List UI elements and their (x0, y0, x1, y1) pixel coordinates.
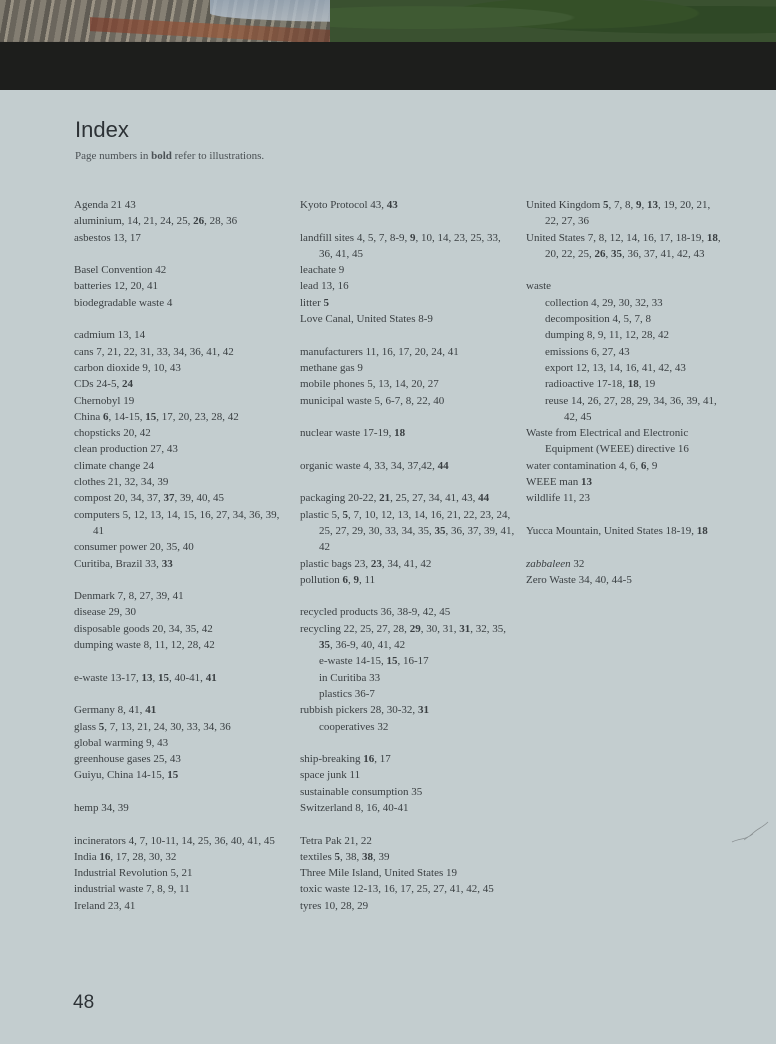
illustration-page-ref: 43 (386, 199, 398, 211)
illustration-page-ref: 29 (409, 622, 421, 635)
index-entry (300, 849, 515, 865)
index-text: Guiyu, China 14-15, (74, 769, 168, 782)
index-entry (300, 278, 515, 294)
index-entry (300, 881, 515, 897)
index-text: CDs 24-5, (74, 378, 122, 391)
illustration-page-ref: 18 (696, 524, 708, 537)
index-entry (300, 507, 515, 556)
index-text: disposable goods 20, 34, 35, 42 (74, 622, 213, 635)
index-entry (300, 393, 515, 409)
index-entry (526, 278, 726, 294)
index-text: decomposition 4, 5, 7, 8 (545, 313, 652, 326)
index-text: , 28, 36 (204, 215, 238, 228)
illustration-page-ref: 16 (99, 850, 111, 863)
illustration-page-ref: 24 (121, 378, 133, 391)
index-text: incinerators 4, 7, 10-11, 14, 25, 36, 40, 41, 45 (74, 834, 275, 847)
index-text: , 40-41, (169, 671, 206, 684)
index-entry (526, 523, 726, 539)
index-text: biodegradable waste 4 (74, 296, 173, 309)
index-text: , (641, 199, 647, 211)
index-entry (300, 376, 515, 392)
index-text: methane gas 9 (300, 361, 363, 374)
photo-trees (330, 0, 776, 44)
illustration-page-ref: 15 (145, 410, 157, 423)
illustration-page-ref: 16 (363, 753, 375, 766)
index-text: batteries 12, 20, 41 (74, 280, 159, 293)
index-text: , 17, 28, 30, 32 (110, 850, 177, 863)
index-entry (74, 458, 289, 474)
index-entry (74, 719, 289, 735)
index-entry (74, 751, 289, 767)
index-entry (300, 360, 515, 376)
index-text: , 36, 37, 39, 41, 42 (319, 524, 515, 554)
letter-group-gap (74, 686, 289, 702)
index-text: , 16-17 (397, 655, 429, 668)
index-entry (74, 490, 289, 506)
index-entry (74, 409, 289, 425)
index-column-1 (74, 197, 289, 914)
index-entry (300, 800, 515, 816)
illustration-page-ref: 5 (603, 199, 609, 211)
index-text: recycled products 36, 38-9, 42, 45 (300, 606, 451, 619)
index-text: organic waste 4, 33, 34, 37,42, (300, 459, 438, 472)
index-entry (300, 344, 515, 360)
index-text: Curitiba, Brazil 33, (74, 557, 162, 570)
index-text: collection 4, 29, 30, 32, 33 (545, 296, 663, 309)
index-text: greenhouse gases 25, 43 (74, 753, 181, 766)
index-text: radioactive 17-18, (545, 378, 628, 391)
page-number: 48 (73, 992, 95, 1013)
illustration-page-ref: 13 (580, 476, 592, 489)
index-entry (74, 344, 289, 360)
letter-group-gap (300, 588, 515, 604)
index-entry (300, 604, 515, 620)
letter-group-gap (526, 539, 726, 555)
index-text: computers 5, 12, 13, 14, 15, 16, 27, 34, 36, 39, 41 (74, 508, 280, 537)
index-text: China (74, 410, 104, 423)
index-entry (526, 458, 726, 474)
index-text: , 7, 8, (608, 199, 636, 211)
index-entry (74, 898, 289, 914)
index-text: , (605, 247, 611, 260)
index-text: cooperatives 32 (319, 720, 389, 733)
illustration-page-ref: 23 (370, 557, 382, 570)
illustration-page-ref: 18 (394, 427, 406, 440)
index-text: leachate 9 (300, 264, 345, 277)
index-entry (74, 833, 289, 849)
index-note (75, 150, 264, 162)
illustration-page-ref: 26 (193, 215, 205, 228)
index-entry (74, 425, 289, 441)
index-text: industrial waste 7, 8, 9, 11 (74, 883, 190, 896)
index-text: plastic 5, (300, 508, 343, 521)
illustration-page-ref: 38 (362, 850, 374, 863)
index-text: e-waste 13-17, (74, 671, 142, 684)
index-entry (300, 898, 515, 914)
index-text: , 30, 31, (420, 622, 460, 635)
index-text: Waste from Electrical and Electronic Equipment (WEEE) directive 16 (526, 427, 689, 456)
index-entry (300, 230, 515, 263)
index-entry (74, 213, 289, 229)
index-text: compost 20, 34, 37, (74, 492, 164, 505)
index-entry (74, 637, 289, 653)
illustration-page-ref: 33 (161, 557, 173, 570)
index-text: Industrial Revolution 5, 21 (74, 867, 193, 880)
index-column-3 (526, 197, 726, 588)
index-entry (74, 262, 289, 278)
illustration-page-ref: 9 (410, 231, 416, 244)
illustration-page-ref: 44 (437, 459, 449, 472)
index-subentry (526, 360, 726, 376)
illustration-page-ref: 44 (478, 492, 490, 505)
index-entry (300, 425, 515, 441)
letter-group-gap (74, 816, 289, 832)
index-entry (300, 197, 515, 213)
index-entry (74, 278, 289, 294)
index-text: dumping 8, 9, 11, 12, 28, 42 (545, 329, 669, 342)
index-text: plastics 36-7 (319, 687, 375, 700)
index-text: chopsticks 20, 42 (74, 427, 151, 440)
index-entry (526, 230, 726, 263)
letter-group-gap (526, 262, 726, 278)
letter-group-gap (300, 327, 515, 343)
index-entry (300, 311, 515, 327)
illustration-page-ref: 35 (611, 247, 622, 260)
index-entry (74, 556, 289, 572)
index-text: Switzerland 8, 16, 40-41 (300, 801, 409, 814)
index-text: , (152, 671, 159, 684)
index-text: Agenda 21 43 (74, 199, 136, 211)
index-subentry (526, 295, 726, 311)
index-text: clean production 27, 43 (74, 443, 178, 456)
index-text: , 9 (646, 459, 658, 472)
index-entry (300, 572, 515, 588)
index-entry (74, 588, 289, 604)
index-entry (74, 376, 289, 392)
letter-group-gap (300, 735, 515, 751)
index-text: Germany 8, 41, (74, 704, 146, 717)
illustration-page-ref: 31 (459, 622, 471, 635)
index-entry (74, 849, 289, 865)
index-text: cadmium 13, 14 (74, 329, 146, 342)
index-text: dumping waste 8, 11, 12, 28, 42 (74, 639, 215, 652)
index-text: Denmark 7, 8, 27, 39, 41 (74, 590, 184, 603)
index-entry (526, 425, 726, 458)
illustration-page-ref: 18 (627, 378, 639, 391)
illustration-page-ref: 21 (379, 492, 391, 505)
index-entry (74, 360, 289, 376)
illustration-page-ref: 5 (334, 850, 341, 863)
index-column-2 (300, 197, 515, 914)
index-text: India (74, 850, 100, 863)
index-entry (300, 833, 515, 849)
index-text: glass (74, 720, 99, 733)
index-text: , (347, 573, 354, 586)
index-text: mobile phones 5, 13, 14, 20, 27 (300, 378, 439, 391)
illustration-page-ref: 13 (141, 671, 153, 684)
illustration-page-ref: 15 (158, 671, 170, 684)
index-text: , 14-15, (108, 410, 146, 423)
index-text: United Kingdom (526, 199, 603, 211)
index-subentry (526, 327, 726, 343)
index-text: landfill sites 4, 5, 7, 8-9, (300, 231, 410, 244)
index-text: Tetra Pak 21, 22 (300, 834, 372, 847)
illustration-page-ref: 26 (594, 247, 606, 260)
index-text: water contamination 4, 6, (526, 459, 641, 472)
index-text: Kyoto Protocol 43, (300, 199, 387, 211)
index-entry (74, 865, 289, 881)
index-text: , 20, 22, 25, (545, 231, 721, 260)
index-entry (526, 197, 726, 230)
index-text: , 25, 27, 34, 41, 43, (390, 492, 479, 505)
index-subentry (526, 311, 726, 327)
index-entry (300, 295, 515, 311)
index-text: , 38, (340, 850, 363, 863)
index-entry (74, 507, 289, 540)
letter-group-gap (74, 572, 289, 588)
index-subentry (526, 376, 726, 392)
index-text: reuse 14, 26, 27, 28, 29, 34, 36, 39, 41, 42, 45 (545, 394, 717, 423)
index-text: WEEE man (526, 476, 581, 489)
illustration-page-ref: 41 (205, 671, 217, 684)
index-text: lead 13, 16 (300, 280, 349, 293)
index-text: asbestos 13, 17 (74, 231, 141, 244)
index-entry (300, 262, 515, 278)
index-entry (74, 881, 289, 897)
index-text: rubbish pickers 28, 30-32, (300, 704, 418, 717)
illustration-page-ref: 5 (323, 296, 330, 309)
index-text: , 19 (638, 378, 656, 391)
index-entry (74, 735, 289, 751)
illustration-page-ref: 35 (319, 639, 330, 652)
index-entry (74, 539, 289, 555)
illustration-page-ref: 6 (103, 410, 109, 423)
index-subentry (526, 344, 726, 360)
illustration-page-ref: 5 (98, 720, 105, 733)
index-text: cans 7, 21, 22, 31, 33, 34, 36, 41, 42 (74, 345, 234, 358)
index-text: plastic bags 23, (300, 557, 371, 570)
index-entry (300, 556, 515, 572)
illustration-page-ref: 15 (167, 769, 179, 782)
index-text: export 12, 13, 14, 16, 41, 42, 43 (545, 361, 686, 374)
illustration-page-ref: 9 (353, 573, 359, 586)
index-text: nuclear waste 17-19, (300, 427, 395, 440)
index-entry (74, 197, 289, 213)
index-text: climate change 24 (74, 459, 155, 472)
index-text: , 19, 20, 21, 22, 27, 36 (545, 199, 711, 228)
index-text: municipal waste 5, 6-7, 8, 22, 40 (300, 394, 445, 407)
index-note-bold: bold (151, 150, 172, 162)
index-note-part: Page numbers in (75, 150, 152, 162)
index-text: Chernobyl 19 (74, 394, 135, 407)
index-subentry (300, 653, 515, 669)
index-text: , 39, 40, 45 (174, 492, 225, 505)
index-text: in Curitiba 33 (319, 671, 381, 684)
index-entry (300, 767, 515, 783)
index-text: , 36, 37, 41, 42, 43 (622, 247, 705, 260)
index-term-italic: zabbaleen (526, 557, 571, 570)
index-text: 32 (570, 557, 585, 570)
index-entry (74, 474, 289, 490)
index-text: waste (526, 280, 552, 293)
index-text: , 34, 41, 42 (381, 557, 432, 570)
illustration-page-ref: 9 (636, 199, 642, 211)
index-entry (74, 393, 289, 409)
illustration-page-ref: 35 (434, 524, 446, 537)
index-text: textiles (300, 850, 335, 863)
index-text: pollution (300, 573, 343, 586)
index-entry (74, 230, 289, 246)
letter-group-gap (300, 441, 515, 457)
index-text: Three Mile Island, United States 19 (300, 867, 458, 880)
index-text: Yucca Mountain, United States 18-19, (526, 524, 697, 537)
index-entry (300, 751, 515, 767)
index-text: , 36-9, 40, 41, 42 (330, 639, 406, 652)
index-text: clothes 21, 32, 34, 39 (74, 476, 169, 489)
index-text: emissions 6, 27, 43 (545, 345, 630, 358)
index-entry (74, 670, 289, 686)
index-text: litter (300, 296, 324, 309)
index-entry (74, 604, 289, 620)
index-text: hemp 34, 39 (74, 801, 129, 814)
pencil-mark-icon (730, 820, 770, 848)
letter-group-gap (300, 409, 515, 425)
index-entry (526, 474, 726, 490)
index-subentry (300, 686, 515, 702)
index-text: e-waste 14-15, (319, 655, 387, 668)
letter-group-gap (300, 816, 515, 832)
index-text: , 17, 20, 23, 28, 42 (156, 410, 239, 423)
index-text: , 7, 10, 12, 13, 14, 16, 21, 22, 23, 24, 25, 27, 29, 30, 33, 34, 35, (319, 508, 511, 537)
index-text: recycling 22, 25, 27, 28, (300, 622, 410, 635)
index-text: Ireland 23, 41 (74, 899, 136, 912)
index-text: packaging 20-22, (300, 492, 380, 505)
index-entry (74, 441, 289, 457)
index-text: Basel Convention 42 (74, 264, 167, 277)
index-entry (300, 784, 515, 800)
index-text: toxic waste 12-13, 16, 17, 25, 27, 41, 42, 45 (300, 883, 494, 896)
index-subentry (300, 670, 515, 686)
illustration-page-ref: 37 (163, 492, 175, 505)
letter-group-gap (74, 246, 289, 262)
index-text: tyres 10, 28, 29 (300, 899, 369, 912)
index-text: sustainable consumption 35 (300, 785, 423, 798)
index-text: carbon dioxide 9, 10, 43 (74, 361, 181, 374)
header-photo (0, 0, 776, 90)
index-entry (300, 865, 515, 881)
index-text: disease 29, 30 (74, 606, 137, 619)
index-entry (526, 490, 726, 506)
index-text: Zero Waste 34, 40, 44-5 (526, 573, 632, 586)
index-text: , 32, 35, (470, 622, 506, 635)
index-entry (74, 621, 289, 637)
illustration-page-ref: 6 (640, 459, 647, 472)
index-entry (300, 490, 515, 506)
letter-group-gap (74, 784, 289, 800)
index-text: space junk 11 (300, 769, 361, 782)
page-title: Index (75, 117, 129, 142)
index-text: , 7, 13, 21, 24, 30, 33, 34, 36 (104, 720, 231, 733)
illustration-page-ref: 6 (342, 573, 348, 586)
index-text: , 39 (373, 850, 390, 863)
index-text: aluminium, 14, 21, 24, 25, (74, 215, 194, 228)
index-entry (300, 458, 515, 474)
index-entry (526, 572, 726, 588)
index-text: , 17 (374, 753, 391, 766)
index-entry (74, 295, 289, 311)
index-text: consumer power 20, 35, 40 (74, 541, 194, 554)
letter-group-gap (300, 474, 515, 490)
index-text: , 10, 14, 23, 25, 33, 36, 41, 45 (319, 231, 501, 260)
index-subentry (300, 719, 515, 735)
letter-group-gap (74, 653, 289, 669)
index-entry (74, 327, 289, 343)
illustration-page-ref: 18 (706, 231, 718, 244)
index-entry (74, 800, 289, 816)
letter-group-gap (74, 311, 289, 327)
illustration-page-ref: 13 (647, 199, 658, 211)
illustration-page-ref: 41 (145, 704, 157, 717)
index-text: ship-breaking (300, 753, 364, 766)
index-text: , 11 (358, 573, 376, 586)
index-text: manufacturers 11, 16, 17, 20, 24, 41 (300, 345, 459, 358)
index-entry (74, 767, 289, 783)
index-text: global warming 9, 43 (74, 736, 169, 749)
index-subentry (526, 393, 726, 426)
index-entry (74, 702, 289, 718)
index-entry (300, 702, 515, 718)
index-text: Love Canal, United States 8-9 (300, 313, 433, 326)
illustration-page-ref: 5 (342, 508, 348, 521)
index-note-part: refer to illustrations. (171, 150, 265, 162)
letter-group-gap (300, 213, 515, 229)
index-text: United States 7, 8, 12, 14, 16, 17, 18-19, (526, 231, 707, 244)
index-entry (300, 621, 515, 654)
photo-dark-band (0, 42, 776, 90)
index-text: wildlife 11, 23 (526, 492, 591, 505)
illustration-page-ref: 31 (417, 704, 429, 717)
illustration-page-ref: 15 (386, 655, 398, 668)
index-entry (526, 556, 726, 572)
letter-group-gap (526, 507, 726, 523)
